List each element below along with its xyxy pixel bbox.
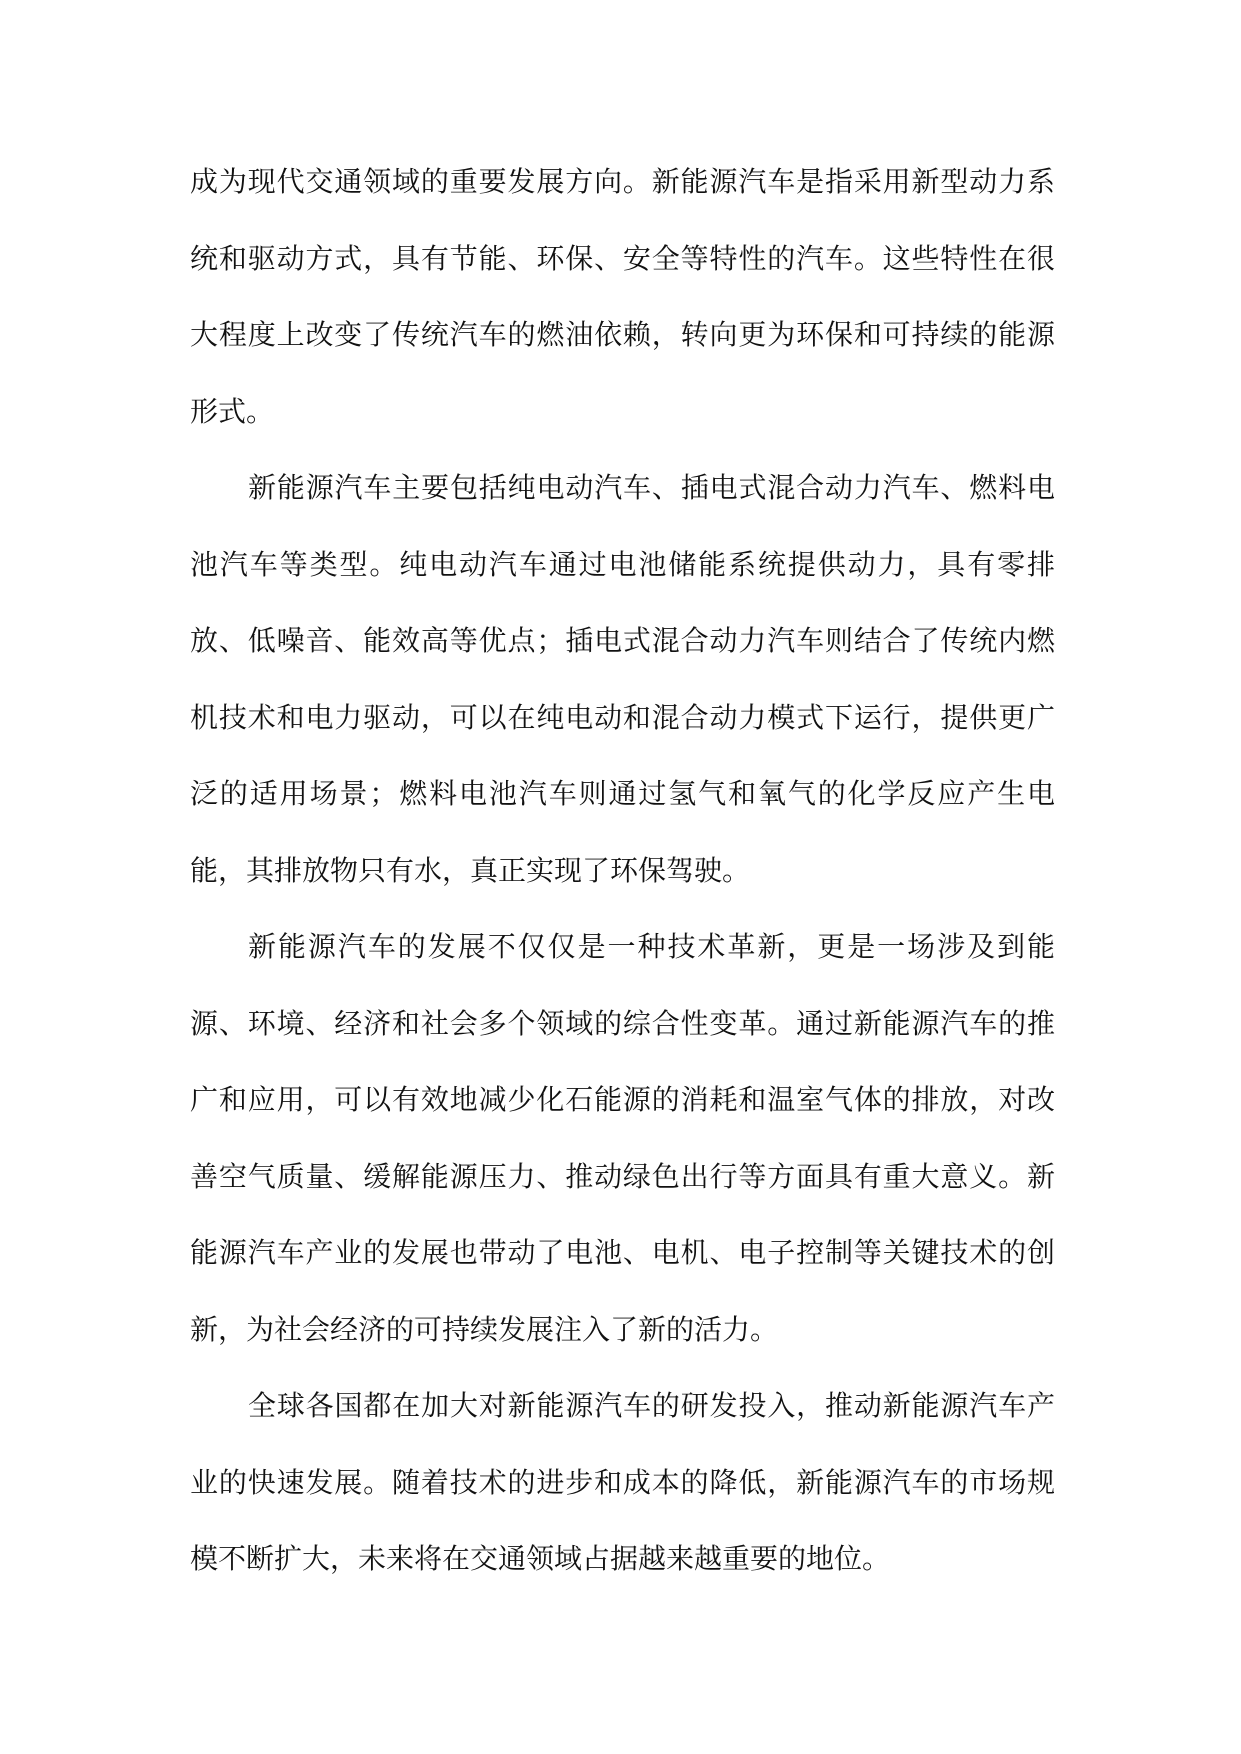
paragraph-continuation: 成为现代交通领域的重要发展方向。新能源汽车是指采用新型动力系统和驱动方式，具有节能、环保、安全等特性的汽车。这些特性在很大程度上改变了传统汽车的燃油依赖，转向更为环保和可持续的能源形式。 [190,165,1055,428]
paragraph-significance: 新能源汽车的发展不仅仅是一种技术革新，更是一场涉及到能源、环境、经济和社会多个领域的综合性变革。通过新能源汽车的推广和应用，可以有效地减少化石能源的消耗和温室气体的排放，对改善空气质量、缓解能源压力、推动绿色出行等方面具有重大意义。新能源汽车产业的发展也带动了电池、电机、电子控制等关键技术的创新，为社会经济的可持续发展注入了新的活力。 [190,930,1055,1346]
body-text [190,144,1055,1598]
paragraph-vehicle-types: 新能源汽车主要包括纯电动汽车、插电式混合动力汽车、燃料电池汽车等类型。纯电动汽车通过电池储能系统提供动力，具有零排放、低噪音、能效高等优点；插电式混合动力汽车则结合了传统内燃机技术和电力驱动，可以在纯电动和混合动力模式下运行，提供更广泛的适用场景；燃料电池汽车则通过氢气和氧气的化学反应产生电能，其排放物只有水，真正实现了环保驾驶。 [190,471,1055,887]
paragraph-global-outlook: 全球各国都在加大对新能源汽车的研发投入，推动新能源汽车产业的快速发展。随着技术的进步和成本的降低，新能源汽车的市场规模不断扩大，未来将在交通领域占据越来越重要的地位。 [190,1389,1055,1575]
